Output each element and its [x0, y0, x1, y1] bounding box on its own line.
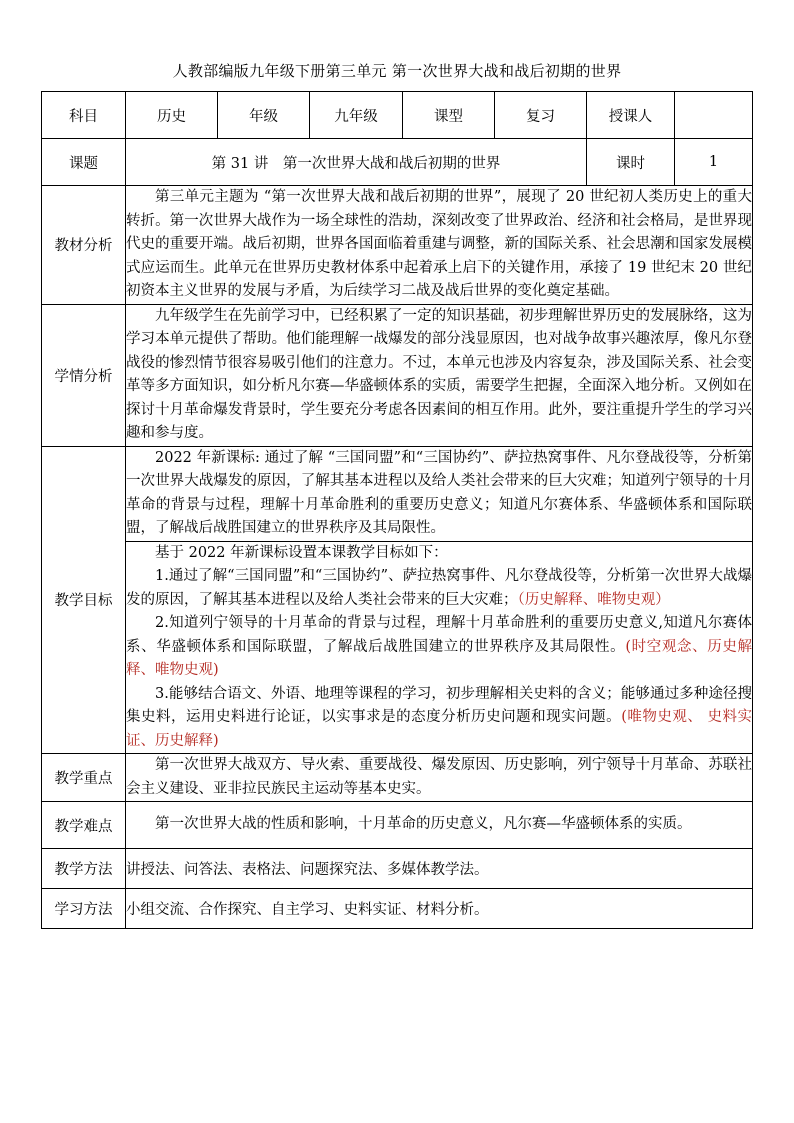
- curriculum-standard-text: 2022 年新课标: 通过了解 “三国同盟”和“三国协约”、萨拉热窝事件、凡尔登战役等，分析第一次世界大战爆发的原因，了解其基本进程以及给人类社会带来的巨大灾难；知道列宁领导的十月革命的背景与过程，理解十月革命胜利的重要历史意义；知道凡尔赛体系、华盛顿体系和国际联盟，了解战后战胜国建立的世界秩序及其局限性。: [126, 449, 752, 536]
- teaching-goals-label: 教学目标: [42, 446, 126, 754]
- goal-literacy-tag: (唯物史观、 史料实证、历史解释): [126, 709, 753, 749]
- header-row: [42, 92, 753, 139]
- difficult-points-row: [42, 802, 753, 849]
- learner-analysis-label: 学情分析: [42, 304, 126, 446]
- teaching-goals-intro: 基于 2022 年新课标设置本课教学目标如下：: [155, 544, 448, 561]
- teaching-goal-item: [126, 683, 752, 754]
- learner-analysis-text: 九年级学生在先前学习中，已经积累了一定的知识基础，初步理解世界历史的发展脉络，这为学习本单元提供了帮助。他们能理解一战爆发的部分浅显原因，也对战争故事兴趣浓厚，像凡尔登战役的惨烈情节很容易吸引他们的注意力。不过，本单元也涉及内容复杂，涉及国际关系、社会变革等多方面知识，如分析凡尔赛—华盛顿体系的实质，需要学生把握，全面深入地分析。又例如在探讨十月革命爆发背景时，学生要充分考虑各因素间的相互作用。此外，要注重提升学生的学习兴趣和参与度。: [126, 307, 752, 441]
- textbook-analysis-text: 第三单元主题为 “第一次世界大战和战后初期的世界”，展现了 20 世纪初人类历史上的重大转折。第一次世界大战作为一场全球性的浩劫，深刻改变了世界政治、经济和社会格局，是世界现代史的重要开端。战后初期，世界各国面临着重建与调整，新的国际关系、社会思潮和国家发展模式应运而生。此单元在世界历史教材体系中起着承上启下的关键作用，承接了 19 世纪末 20 世纪初资本主义世界的发展与矛盾，为后续学习二战及战后世界的变化奠定基础。: [126, 189, 752, 299]
- grade-label: 年级: [218, 92, 310, 139]
- subject-label: 科目: [42, 92, 126, 139]
- goal-text: 2.知道列宁领导的十月革命的背景与过程，理解十月革命胜利的重要历史意义,知道凡尔赛体系、华盛顿体系和国际联盟，了解战后战胜国建立的世界秩序及其局限性。: [126, 615, 752, 655]
- teaching-goals-standard-row: [42, 446, 753, 541]
- class-hours-value: 1: [675, 139, 753, 186]
- learner-analysis-row: [42, 304, 753, 446]
- learning-methods-row: [42, 889, 753, 929]
- curriculum-standard-cell: [126, 446, 753, 541]
- teaching-goal-item: [126, 565, 752, 612]
- grade-value: 九年级: [310, 92, 403, 139]
- teaching-methods-text: 讲授法、问答法、表格法、问题探究法、多媒体教学法。: [126, 849, 753, 889]
- key-points-cell: [126, 754, 753, 802]
- teaching-methods-row: [42, 849, 753, 889]
- class-hours-label: 课时: [587, 139, 675, 186]
- teacher-label: 授课人: [587, 92, 675, 139]
- subject-value: 历史: [126, 92, 218, 139]
- teaching-methods-label: 教学方法: [42, 849, 126, 889]
- teaching-goals-cell: [126, 541, 753, 754]
- lesson-type-label: 课型: [403, 92, 495, 139]
- textbook-analysis-label: 教材分析: [42, 186, 126, 305]
- teacher-value: [675, 92, 753, 139]
- textbook-analysis-cell: [126, 186, 753, 305]
- textbook-analysis-row: [42, 186, 753, 305]
- teaching-goal-item: [126, 612, 752, 683]
- difficult-points-text: 第一次世界大战的性质和影响，十月革命的历史意义，凡尔赛—华盛顿体系的实质。: [155, 816, 692, 833]
- difficult-points-label: 教学难点: [42, 802, 126, 849]
- topic-label: 课题: [42, 139, 126, 186]
- teaching-goals-list-row: [42, 541, 753, 754]
- goal-text: 1.通过了解“三国同盟”和“三国协约”、萨拉热窝事件、凡尔登战役等，分析第一次世界大战爆发的原因，了解其基本进程以及给人类社会带来的巨大灾难；: [126, 568, 752, 608]
- difficult-points-cell: [126, 802, 753, 849]
- learning-methods-label: 学习方法: [42, 889, 126, 929]
- goal-text: 3.能够结合语文、外语、地理等课程的学习，初步理解相关史料的含义；能够通过多种途径搜集史料，运用史料进行论证，以实事求是的态度分析历史问题和现实问题。: [126, 685, 752, 725]
- learner-analysis-cell: [126, 304, 753, 446]
- goal-literacy-tag: （历史解释、唯物史观）: [517, 591, 670, 608]
- learning-methods-text: 小组交流、合作探究、自主学习、史料实证、材料分析。: [126, 889, 753, 929]
- goal-literacy-tag: (时空观念、历史解释、唯物史观): [126, 638, 753, 678]
- lesson-plan-table: [41, 91, 753, 929]
- topic-value: 第 31 讲 第一次世界大战和战后初期的世界: [126, 139, 587, 186]
- topic-row: [42, 139, 753, 186]
- key-points-label: 教学重点: [42, 754, 126, 802]
- lesson-type-value: 复习: [495, 92, 587, 139]
- key-points-row: [42, 754, 753, 802]
- page-title: 人教部编版九年级下册第三单元 第一次世界大战和战后初期的世界: [172, 62, 622, 80]
- key-points-text: 第一次世界大战双方、导火索、重要战役、爆发原因、历史影响，列宁领导十月革命、苏联社会主义建设、亚非拉民族民主运动等基本史实。: [126, 757, 752, 797]
